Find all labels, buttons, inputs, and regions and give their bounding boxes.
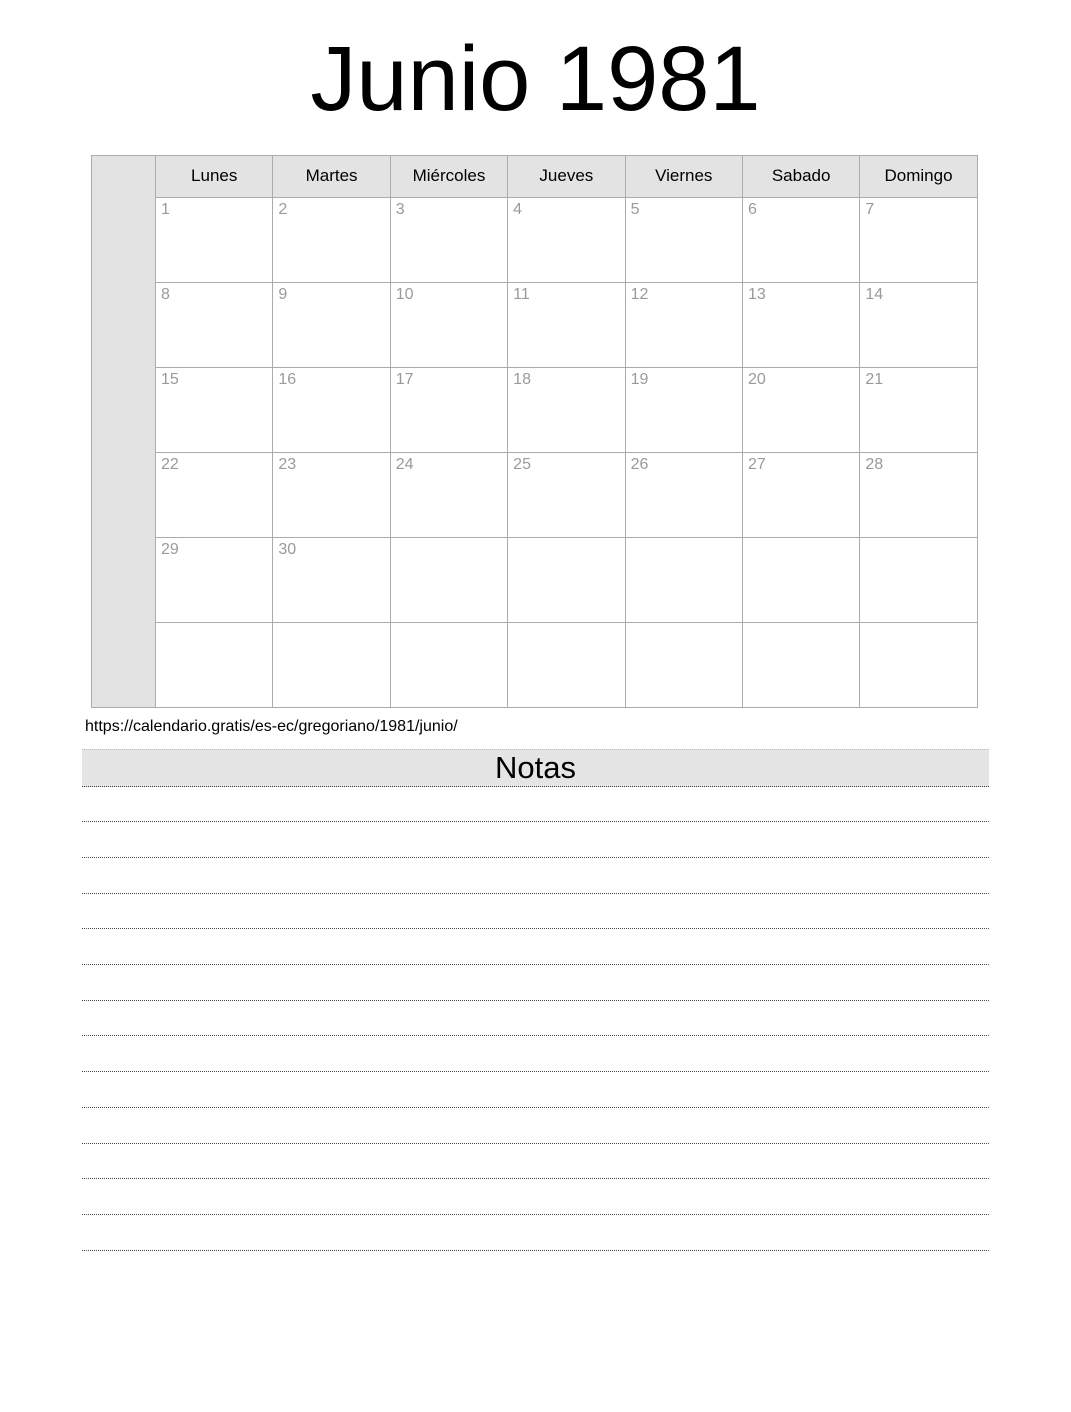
calendar-week-row-3 [92,367,978,452]
day-number: 1 [161,200,170,218]
day-cell-10 [390,282,507,367]
note-blank-line [82,787,989,823]
note-blank-line [82,965,989,1001]
day-cell-empty [625,537,742,622]
weekday-header-3: Miércoles [390,155,507,197]
note-blank-line [82,894,989,930]
day-cell-29 [156,537,273,622]
day-number: 21 [865,370,884,388]
day-number: 26 [630,455,649,473]
calendar-week-row-6 [92,622,978,707]
day-cell-11 [508,282,625,367]
day-cell-13 [742,282,859,367]
day-number: 30 [278,540,297,558]
day-cell-22 [156,452,273,537]
day-cell-12 [625,282,742,367]
day-number: 28 [865,455,884,473]
day-cell-empty [860,537,977,622]
note-blank-line [82,822,989,858]
day-number: 10 [395,285,414,303]
day-cell-19 [625,367,742,452]
day-number: 11 [513,285,530,303]
note-blank-line [82,858,989,894]
day-cell-empty [273,622,390,707]
day-cell-empty [390,622,507,707]
calendar-week-row-2 [92,282,978,367]
day-number: 24 [395,455,414,473]
day-number: 18 [513,370,531,388]
day-number: 13 [747,285,766,303]
source-url: https://calendario.gratis/es-ec/gregoriano/1981/junio/ [85,717,458,735]
page-title: Junio 1981 [310,28,761,130]
day-cell-empty [508,622,625,707]
calendar-week-row-4 [92,452,978,537]
day-cell-empty [860,622,977,707]
day-number: 14 [865,285,884,303]
day-number: 23 [278,455,297,473]
day-number: 4 [513,200,523,218]
note-blank-line [82,1001,989,1037]
day-cell-empty [156,622,273,707]
left-margin-column [92,155,156,707]
note-blank-line [82,1179,989,1215]
note-blank-line [82,1036,989,1072]
day-cell-20 [742,367,859,452]
day-number: 17 [395,370,414,388]
day-number: 25 [513,455,531,473]
day-number: 3 [395,200,405,218]
calendar-week-row-5 [92,537,978,622]
day-number: 20 [747,370,766,388]
note-blank-line [82,929,989,965]
note-blank-line [82,1144,989,1180]
day-cell-empty [508,537,625,622]
weekday-header-4: Jueves [508,155,625,197]
day-cell-27 [742,452,859,537]
day-cell-8 [156,282,273,367]
day-cell-5 [625,197,742,282]
day-cell-30 [273,537,390,622]
day-cell-28 [860,452,977,537]
notes-header [82,749,989,787]
day-cell-7 [860,197,977,282]
weekday-header-2: Martes [273,155,390,197]
day-number: 6 [747,200,757,218]
day-number: 29 [161,540,179,558]
day-cell-empty [390,537,507,622]
day-cell-17 [390,367,507,452]
weekday-header-7: Domingo [860,155,977,197]
weekday-header-5: Viernes [625,155,742,197]
notes-title: Notas [495,749,576,785]
day-number: 22 [161,455,179,473]
day-cell-6 [742,197,859,282]
calendar-table [91,155,978,708]
day-cell-18 [508,367,625,452]
day-number: 8 [161,285,170,303]
weekday-header-6: Sabado [742,155,859,197]
notes-section [82,749,989,1251]
weekday-header-row [92,155,978,197]
notes-lines [82,787,989,1251]
day-cell-14 [860,282,977,367]
day-number: 5 [630,200,640,218]
day-cell-empty [742,537,859,622]
day-number: 19 [630,370,649,388]
day-cell-empty [742,622,859,707]
day-cell-15 [156,367,273,452]
day-cell-3 [390,197,507,282]
day-number: 7 [865,200,875,218]
day-cell-25 [508,452,625,537]
day-cell-21 [860,367,977,452]
day-cell-26 [625,452,742,537]
note-blank-line [82,1108,989,1144]
note-blank-line [82,1215,989,1251]
day-number: 16 [278,370,297,388]
calendar-page [0,26,1071,1251]
weekday-header-1: Lunes [156,155,273,197]
day-cell-23 [273,452,390,537]
calendar-week-row-1 [92,197,978,282]
note-blank-line [82,1072,989,1108]
calendar-body [92,155,978,707]
day-number: 9 [278,285,288,303]
day-cell-9 [273,282,390,367]
day-number: 15 [161,370,179,388]
day-number: 27 [747,455,766,473]
day-cell-empty [625,622,742,707]
day-cell-4 [508,197,625,282]
day-cell-24 [390,452,507,537]
day-cell-2 [273,197,390,282]
day-cell-16 [273,367,390,452]
day-cell-1 [156,197,273,282]
day-number: 2 [278,200,288,218]
day-number: 12 [630,285,649,303]
